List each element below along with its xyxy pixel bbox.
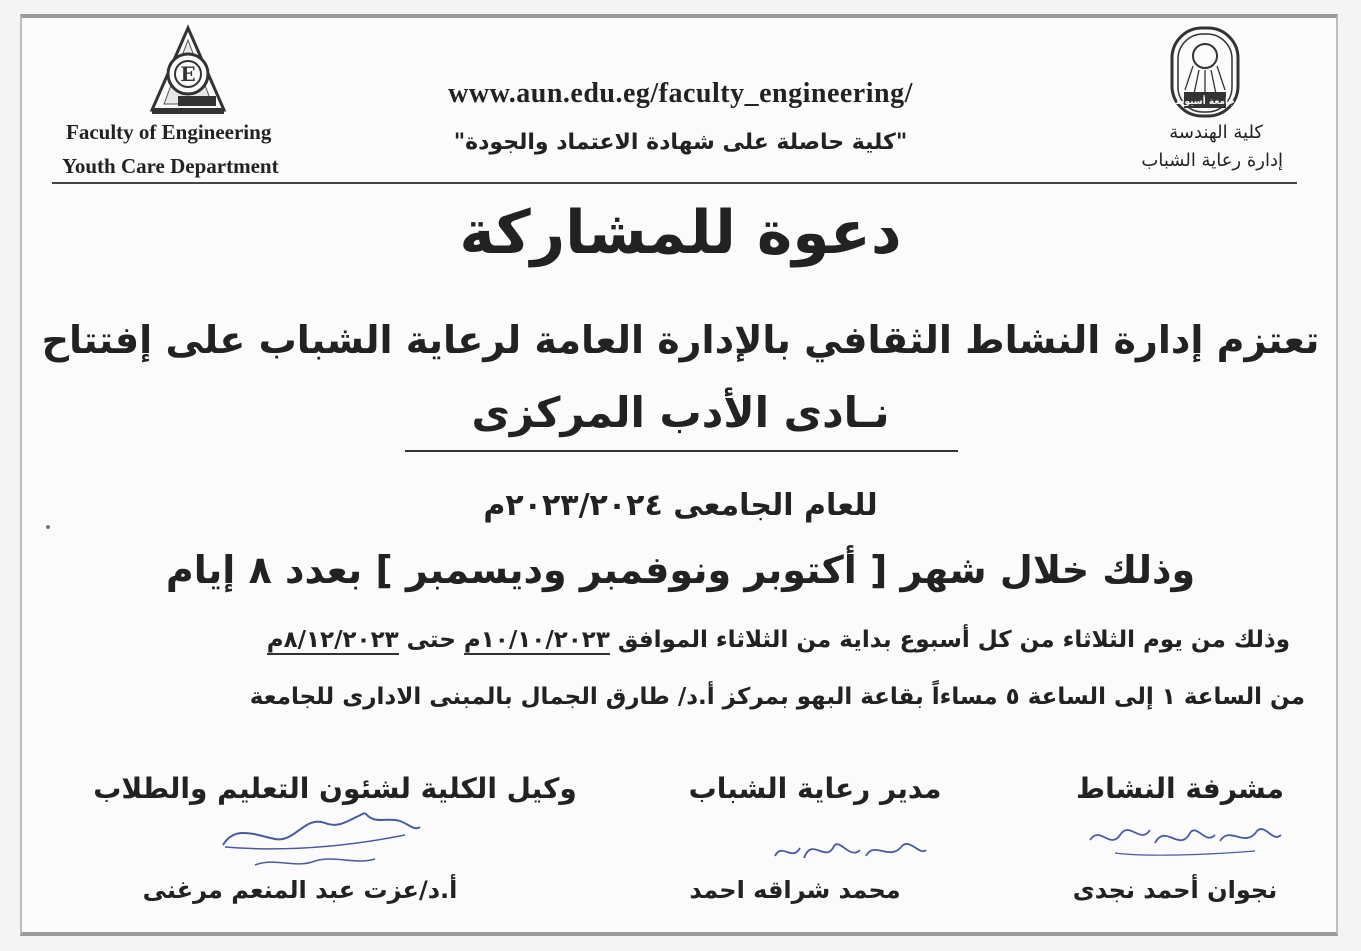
schedule-days-mid: حتى (398, 627, 464, 653)
intro-line: تعتزم إدارة النشاط الثقافي بالإدارة العامة لرعاية الشباب على إفتتاح (41, 318, 1320, 362)
academic-year-line: للعام الجامعى ٢٠٢٣/٢٠٢٤م (483, 488, 878, 523)
signature-name-activity-supervisor: نجوان أحمد نجدى (1072, 876, 1278, 904)
signature-role-youth-care-director: مدير رعاية الشباب (688, 772, 942, 805)
schedule-hours-line: من الساعة ١ إلى الساعة ٥ مساءاً بقاعة البهو بمركز أ.د/ طارق الجمال بالمبنى الادارى للجامعة (249, 684, 1305, 710)
schedule-start-date: ١٠/١٠/٢٠٢٣م (463, 627, 610, 653)
handwritten-signature-vice-dean (215, 805, 425, 875)
signature-role-activity-supervisor: مشرفة النشاط (1076, 772, 1284, 805)
handwritten-signature-activity-supervisor (1085, 815, 1285, 860)
header-right-line1: كلية الهندسة (1169, 122, 1263, 143)
signature-role-vice-dean: وكيل الكلية لشئون التعليم والطلاب (93, 772, 577, 805)
handwritten-signature-youth-care-director (770, 828, 930, 868)
document-title: دعوة للمشاركة (459, 198, 902, 268)
header-left-line1: Faculty of Engineering (66, 120, 272, 144)
header-left-line2: Youth Care Department (62, 154, 279, 178)
club-name-underline (405, 450, 958, 452)
margin-dot (46, 525, 50, 529)
accreditation-slogan: "كلية حاصلة على شهادة الاعتماد والجودة" (453, 130, 908, 155)
club-name: نـادى الأدب المركزى (471, 388, 890, 437)
header-right-line2: إدارة رعاية الشباب (1141, 150, 1283, 171)
schedule-days-line (60, 627, 1290, 653)
svg-text:جامعة أسيوط: جامعة أسيوط (1175, 97, 1235, 107)
faculty-website-url: www.aun.edu.eg/faculty_engineering/ (448, 78, 913, 109)
svg-text:E: E (180, 62, 196, 86)
schedule-days-prefix: وذلك من يوم الثلاثاء من كل أسبوع بداية من الثلاثاء الموافق (609, 627, 1290, 653)
signature-name-vice-dean: أ.د/عزت عبد المنعم مرغنى (142, 876, 458, 904)
header-divider (52, 182, 1297, 184)
signature-name-youth-care-director: محمد شراقه احمد (689, 876, 901, 904)
months-line: وذلك خلال شهر [ أكتوبر ونوفمبر وديسمبر ] بعدد ٨ إيام (165, 548, 1196, 592)
schedule-end-date: ٨/١٢/٢٠٢٣م (266, 627, 399, 653)
